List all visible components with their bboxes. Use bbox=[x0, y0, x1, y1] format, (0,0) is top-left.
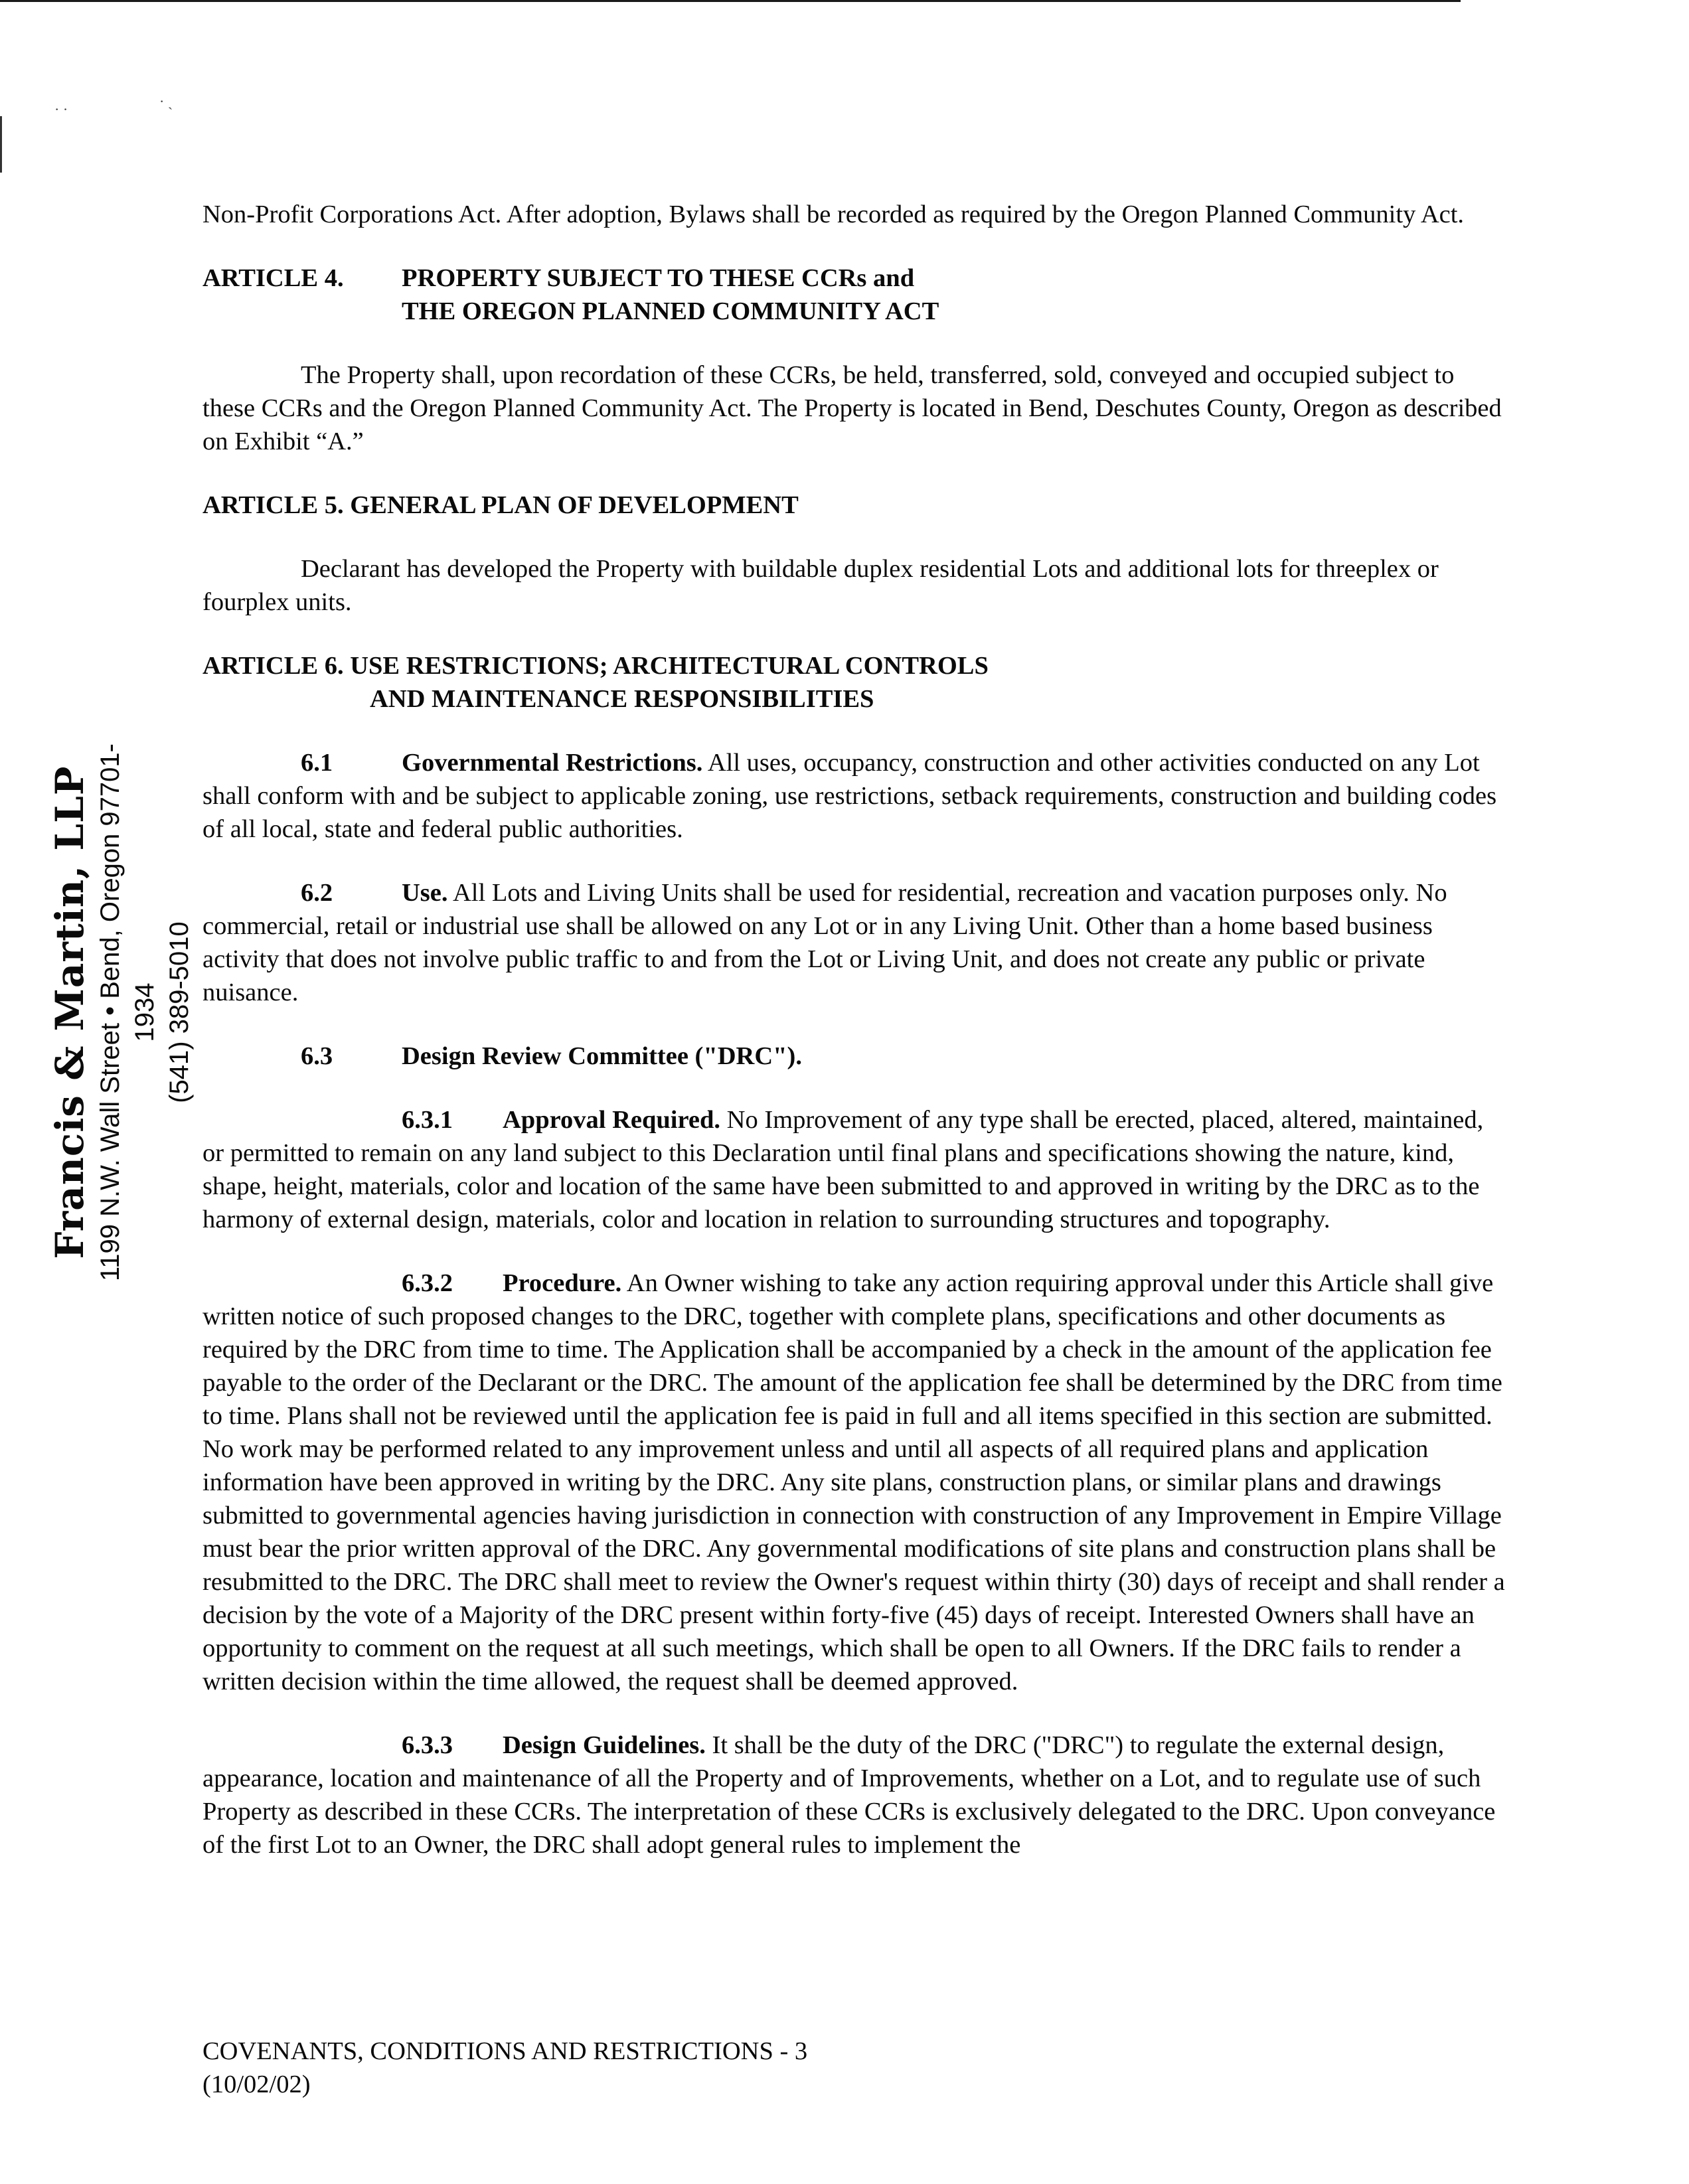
footer-title: COVENANTS, CONDITIONS AND RESTRICTIONS - 3 bbox=[202, 2037, 808, 2065]
scan-top-border bbox=[0, 0, 1461, 2]
article-4-heading bbox=[202, 262, 1510, 328]
section-text: An Owner wishing to take any action requiring approval under this Article shall give written notice of such proposed changes to the DRC, together with complete plans, specifications and other documents as required by the DRC from time to time. The Application shall be accompanied by a check in the amount of the application fee payable to the order of the Declarant or the DRC. The amount of the application fee shall be determined by the DRC from time to time. Plans shall not be reviewed until the application fee is paid in full and all items specified in this section are submitted. No work may be performed related to any improvement unless and until all aspects of all required plans and application information have been approved in writing by the DRC. Any site plans, construction plans, or similar plans and drawings submitted to governmental agencies having jurisdiction in connection with construction of any Improvement in Empire Village must bear the prior written approval of the DRC. Any governmental modifications of site plans and construction plans shall be resubmitted to the DRC. The DRC shall meet to review the Owner's request within thirty (30) days of receipt and shall render a decision by the vote of a Majority of the DRC present within forty-five (45) days of receipt. Interested Owners shall have an opportunity to comment on the request at all such meetings, which shall be open to all Owners. If the DRC fails to render a written decision within the time allowed, the request shall be deemed approved. bbox=[202, 1269, 1505, 1695]
scan-speck: · · bbox=[54, 101, 68, 117]
document-body bbox=[202, 198, 1510, 1861]
section-title: Approval Required. bbox=[503, 1106, 721, 1134]
section-6-3 bbox=[202, 1040, 1510, 1073]
intro-paragraph: Non-Profit Corporations Act. After adoption, Bylaws shall be recorded as required by the Oregon Planned Community Act. bbox=[202, 200, 1465, 228]
scan-speck: · ˎ bbox=[159, 93, 173, 110]
article-4-number: ARTICLE 4. bbox=[202, 264, 344, 292]
section-number: 6.1 bbox=[301, 749, 333, 777]
scan-left-mark bbox=[0, 116, 2, 173]
footer-date: (10/02/02) bbox=[202, 2070, 311, 2098]
section-6-3-2 bbox=[202, 1267, 1510, 1698]
article-4-title-line2: THE OREGON PLANNED COMMUNITY ACT bbox=[402, 297, 939, 325]
section-title: Design Guidelines. bbox=[503, 1731, 706, 1759]
section-number: 6.3 bbox=[301, 1042, 333, 1070]
section-number: 6.3.1 bbox=[402, 1106, 453, 1134]
section-number: 6.2 bbox=[301, 879, 333, 907]
section-6-3-1 bbox=[202, 1103, 1510, 1236]
article-4-body: The Property shall, upon recordation of these CCRs, be held, transferred, sold, conveyed and occupied subject to these CCRs and the Oregon Planned Community Act. The Property is located in Bend, Deschutes County, Oregon as described on Exhibit “A.” bbox=[202, 361, 1502, 455]
section-number: 6.3.3 bbox=[402, 1731, 453, 1759]
page-footer bbox=[202, 2035, 807, 2101]
section-6-3-3 bbox=[202, 1729, 1510, 1861]
section-text: All Lots and Living Units shall be used for residential, recreation and vacation purposes only. No commercial, retail or industrial use shall be allowed on any Lot or in any Living Unit. Other than a home based business activity that does not involve public traffic to and from the Lot or Living Unit, and does not create any public or private nuisance. bbox=[202, 879, 1447, 1006]
section-title: Design Review Committee ("DRC"). bbox=[402, 1042, 802, 1070]
section-text: It shall be the duty of the DRC ("DRC") to regulate the external design, appearance, location and maintenance of all the Property and of Improvements, whether on a Lot, and to regulate use of such Property as described in these CCRs. The interpretation of these CCRs is exclusively delegated to the DRC. Upon conveyance of the first Lot to an Owner, the DRC shall adopt general rules to implement the bbox=[202, 1731, 1496, 1859]
firm-sidebar bbox=[46, 743, 194, 1311]
article-6-heading-line1: ARTICLE 6. USE RESTRICTIONS; ARCHITECTURAL CONTROLS bbox=[202, 652, 989, 680]
article-6-heading-line2: AND MAINTENANCE RESPONSIBILITIES bbox=[370, 685, 874, 713]
article-4-title-line1: PROPERTY SUBJECT TO THESE CCRs and bbox=[402, 264, 915, 292]
article-6-heading bbox=[202, 649, 1510, 716]
article-5-heading: ARTICLE 5. GENERAL PLAN OF DEVELOPMENT bbox=[202, 491, 799, 519]
section-text: All uses, occupancy, construction and other activities conducted on any Lot shall conform with and be subject to applicable zoning, use restrictions, setback requirements, construction and building codes of all local, state and federal public authorities. bbox=[202, 749, 1497, 843]
article-5-body: Declarant has developed the Property with buildable duplex residential Lots and additional lots for threeplex or fourplex units. bbox=[202, 555, 1439, 616]
section-6-2 bbox=[202, 876, 1510, 1009]
section-title: Use. bbox=[402, 879, 448, 907]
section-6-1 bbox=[202, 746, 1510, 846]
firm-address: 1199 N.W. Wall Street • Bend, Oregon 97701-1934 bbox=[96, 743, 159, 1281]
firm-name: Francis & Martin, LLP bbox=[47, 765, 92, 1259]
section-title: Procedure. bbox=[503, 1269, 622, 1297]
firm-phone: (541) 389-5010 bbox=[165, 921, 194, 1103]
section-number: 6.3.2 bbox=[402, 1269, 453, 1297]
section-text: No Improvement of any type shall be erected, placed, altered, maintained, or permitted to remain on any land subject to this Declaration until final plans and specifications showing the nature, kind, shape, height, materials, color and location of the same have been submitted to and approved in writing by the DRC as to the harmony of external design, materials, color and location in relation to surrounding structures and topography. bbox=[202, 1106, 1484, 1233]
section-title: Governmental Restrictions. bbox=[402, 749, 703, 777]
